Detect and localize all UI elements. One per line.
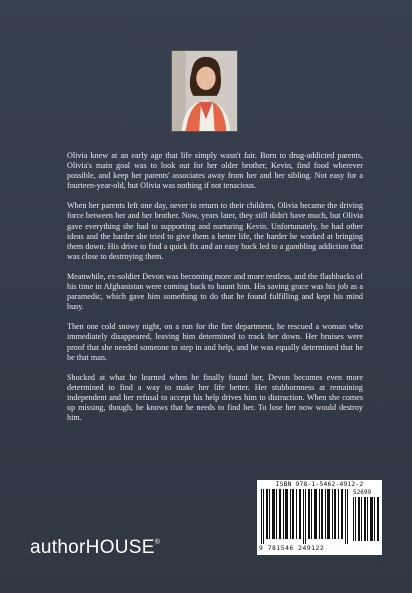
synopsis-paragraph-1: Olivia knew at an early age that life simply wasn't fair. Born to drug-addicted parents, Olivia's main goal was to look out for her older brother, Kevin, find food wherever possible, and keep her parents' associates away from her and her sibling. Not easy for a fourteen-year-old, but Olivia was nothing if not tenacious. — [67, 151, 363, 191]
publisher-logo — [30, 537, 160, 559]
synopsis-paragraph-3: Meanwhile, ex-soldier Devon was becoming more and more restless, and the flashbacks of his time in Afghanistan were coming back to haunt him. His saving grace was his job as a paramedic, which gave him something to do that he found fulfilling and kept his mind busy. — [67, 271, 363, 312]
author-photo — [171, 50, 238, 132]
synopsis-paragraph-4: Then one cold snowy night, on a run for the fire department, he rescued a woman who immediately disappeared, leaving him determined to track her down. Her bruises were proof that she needed someone to step in and help, and he was equally determined that he be that man. — [67, 322, 363, 362]
isbn-label: ISBN 978-1-5462-4912-2 — [275, 481, 364, 488]
synopsis-paragraph-2: When her parents left one day, never to return to their children, Olivia became the driving force between her and her brother. Now, years later, they still didn't have much, but Olivia gave everything she had to supporting and nurturing Kevin. Unfortunately, he had other ideas and the harder she tried to give them a better life, the harder he worked at bringing them down. His drive to find a quick fix and an easy buck led to a gambling addiction that was close to destroying them. — [67, 201, 363, 261]
isbn-barcode — [257, 480, 382, 555]
barcode-bars — [259, 489, 351, 544]
price-barcode-bars — [353, 497, 379, 541]
publisher-name: authorHOUSE — [30, 537, 155, 558]
synopsis-text — [67, 151, 363, 433]
registered-mark: ® — [154, 539, 161, 546]
price-code: 52699 — [353, 489, 372, 496]
barcode-digits: 9 781546 249122 — [259, 544, 325, 552]
synopsis-paragraph-5: Shocked at what he learned when he finally found her, Devon becomes even more determined to find a way to make her life better. Her stubbornness at remaining independent and her refusal to accept his help drives him to distraction. When she comes up missing, though, he knows that he needs to find her. To lose her now would destroy him. — [67, 372, 363, 423]
